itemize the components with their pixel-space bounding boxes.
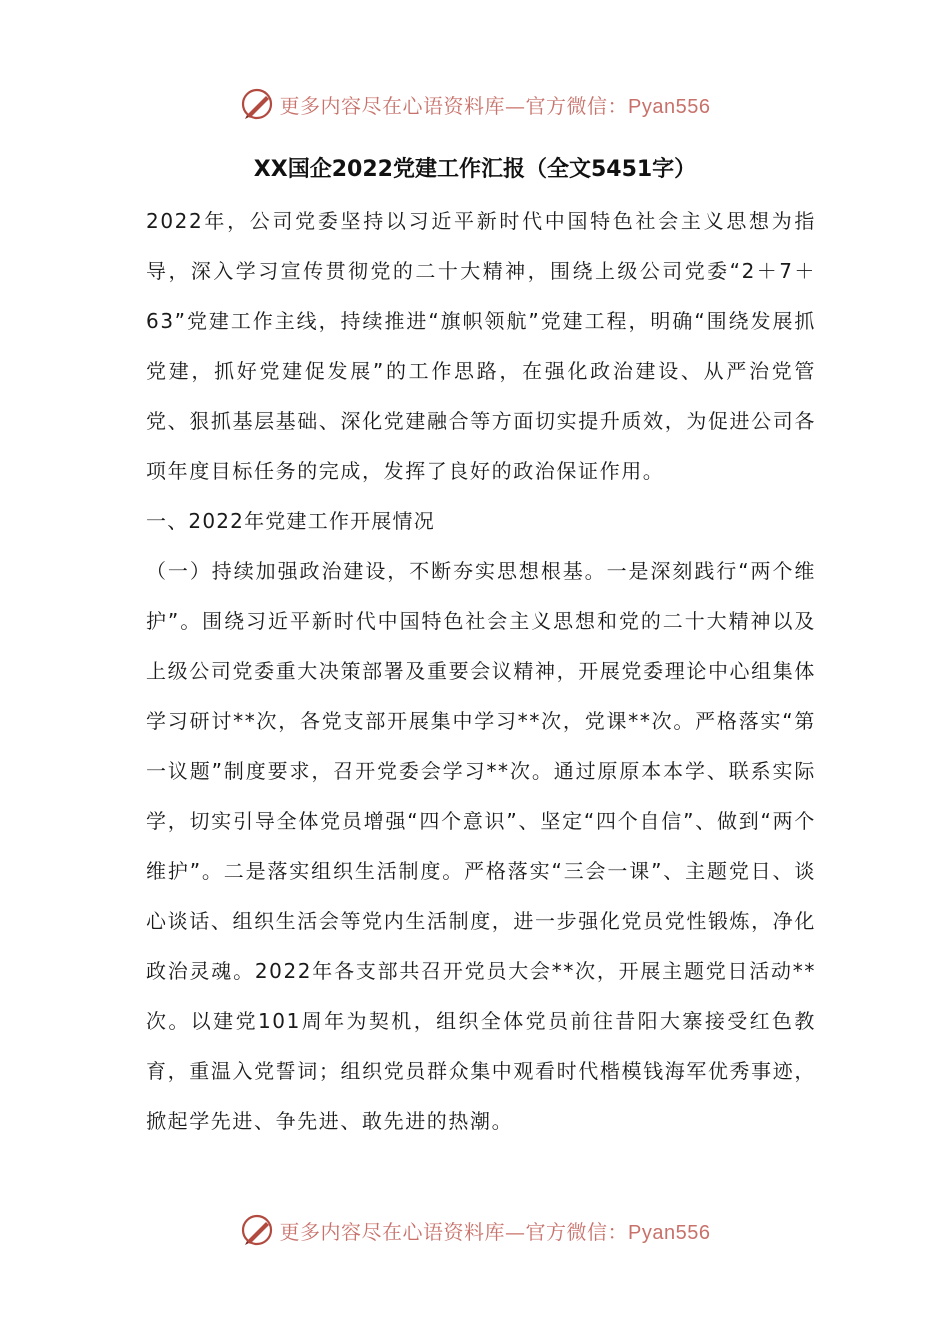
watermark-top bbox=[0, 84, 950, 124]
watermark-text: 更多内容尽在心语资料库—官方微信：Pyan556 bbox=[279, 1219, 711, 1244]
pen-logo-icon bbox=[240, 87, 274, 121]
watermark-bottom bbox=[0, 1210, 950, 1250]
document-title: XX国企2022党建工作汇报（全文5451字） bbox=[253, 157, 697, 182]
document-body bbox=[146, 196, 816, 1146]
body-paragraph: （一）持续加强政治建设，不断夯实思想根基。一是深刻践行“两个维护”。围绕习近平新时代中国特色社会主义思想和党的二十大精神以及上级公司党委重大决策部署及重要会议精神，开展党委理论中心组集体学习研讨**次，各党支部开展集中学习**次，党课**次。严格落实“第一议题”制度要求，召开党委会学习**次。通过原原本本学、联系实际学，切实引导全体党员增强“四个意识”、坚定“四个自信”、做到“两个维护”。二是落实组织生活制度。严格落实“三会一课”、主题党日、谈心谈话、组织生活会等党内生活制度，进一步强化党员党性锻炼，净化政治灵魂。2022年各支部共召开党员大会**次，开展主题党日活动**次。以建党101周年为契机，组织全体党员前往昔阳大寨接受红色教育，重温入党誓词；组织党员群众集中观看时代楷模钱海军优秀事迹，掀起学先进、争先进、敢先进的热潮。 bbox=[146, 559, 816, 1133]
section-heading: 一、2022年党建工作开展情况 bbox=[146, 509, 435, 533]
watermark-text: 更多内容尽在心语资料库—官方微信：Pyan556 bbox=[279, 93, 711, 118]
pen-logo-icon bbox=[240, 1213, 274, 1247]
intro-paragraph: 2022年，公司党委坚持以习近平新时代中国特色社会主义思想为指导，深入学习宣传贯彻党的二十大精神，围绕上级公司党委“2＋7＋63”党建工作主线，持续推进“旗帜领航”党建工程，明确“围绕发展抓党建，抓好党建促发展”的工作思路，在强化政治建设、从严治党管党、狠抓基层基础、深化党建融合等方面切实提升质效，为促进公司各项年度目标任务的完成，发挥了良好的政治保证作用。 bbox=[146, 209, 816, 483]
